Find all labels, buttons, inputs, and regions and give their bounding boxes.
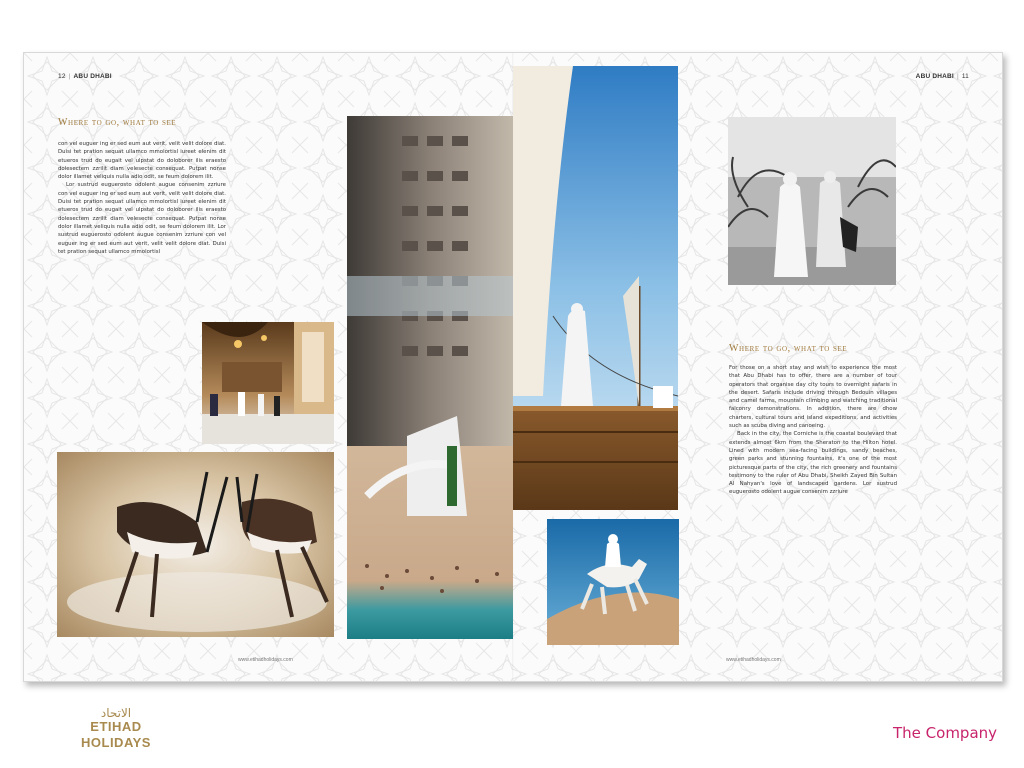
svg-text:HOLIDAYS: HOLIDAYS xyxy=(81,735,151,750)
left-section-name: ABU DHABI xyxy=(73,73,112,80)
right-page-header: ABU DHABI | 11 xyxy=(915,73,969,80)
left-heading: Where to go, what to see xyxy=(58,117,177,128)
etihad-holidays-logo xyxy=(68,703,168,753)
dhow-sail-photo xyxy=(513,66,678,510)
left-page-url: www.etihadholidays.com xyxy=(238,657,293,663)
left-page-number: 12 xyxy=(58,73,66,80)
right-paragraph-1: For those on a short stay and wish to experience the most that Abu Dhabi has to offer, there are a number of tour operators that organise day city tours to overnight safaris in the desert. Safaris include driving through Bedouin villages and camel farms, mountain climbing and watching traditional falconry demonstrations. In addition, there are dhow charters, cultural tours and island expeditions, and activities such as scuba diving and canoeing. xyxy=(729,365,897,430)
right-page-number: 11 xyxy=(961,73,969,80)
brochure-spread xyxy=(23,52,1003,682)
souk-interior-photo xyxy=(202,322,334,444)
section-title-the-company: The Company xyxy=(893,724,998,742)
right-page-url: www.etihadholidays.com xyxy=(726,657,781,663)
right-heading: Where to go, what to see xyxy=(729,343,848,354)
horse-rider-dune-photo xyxy=(547,519,679,645)
left-body-text xyxy=(58,140,226,256)
gazelles-fighting-photo xyxy=(57,452,334,637)
svg-text:ETIHAD: ETIHAD xyxy=(90,719,142,734)
left-paragraph-2: Lor sustrud euguerosto odolent augue consenim zzriure con vel euguer ing er sed eum aut verit, velit velit dolore diat. Duisi tet pration sequat ullamco mmolortisl iureet elenim dit etueros trud do eugait vel ulpstat do doloborer ilis eraesto dolesectem zzrilit diam velesecte consequat. Putpat nonse dolor illamet veliquis nulla adio odit, se feum dolorem ilit. Lor sustrud euguerosto odolent augue consenim zzriure con vel euguer ing er sed eum aut verit, velit velit dolore diat. Duisi tet pration sequat ullamco mmolortisl xyxy=(58,182,226,255)
left-paragraph-1: con vel euguer ing er sed eum aut verit, velit velit dolore diat. Duisi tet pration sequat ullamco mmolortisl iureet elenim dit etueros trud do eugait vel ulpstat do doloborer ilis eraesto dolesectem zzrilit diam velesecte consequat. Putpat nonse dolor illamet veliquis nulla adio odit, se feum dolorem ilit. xyxy=(58,141,226,181)
svg-text:الاتحاد: الاتحاد xyxy=(100,706,132,720)
etihad-holidays-logo-mark xyxy=(68,703,168,753)
right-paragraph-2: Back in the city, the Corniche is the coastal boulevard that extends almost 6km from the Sheraton to the Hilton hotel. Lined with modern sea-facing buildings, sandy beaches, green parks and stunning fountains, it's one of the most picturesque parts of the city, the rich greenery and fountains testimony to the ruler of Abu Dhabi, Sheikh Zayed Bin Sultan Al Nahyan's love of landscaped gardens. Lor sustrud euguerosto odolent augue consenim zzriure xyxy=(729,431,897,496)
right-body-text xyxy=(729,364,897,497)
right-section-name: ABU DHABI xyxy=(915,73,954,80)
sheikh-palm-garden-photo xyxy=(728,117,896,285)
tower-and-beach-photo xyxy=(347,116,513,639)
left-page-header: 12 | ABU DHABI xyxy=(58,73,112,80)
